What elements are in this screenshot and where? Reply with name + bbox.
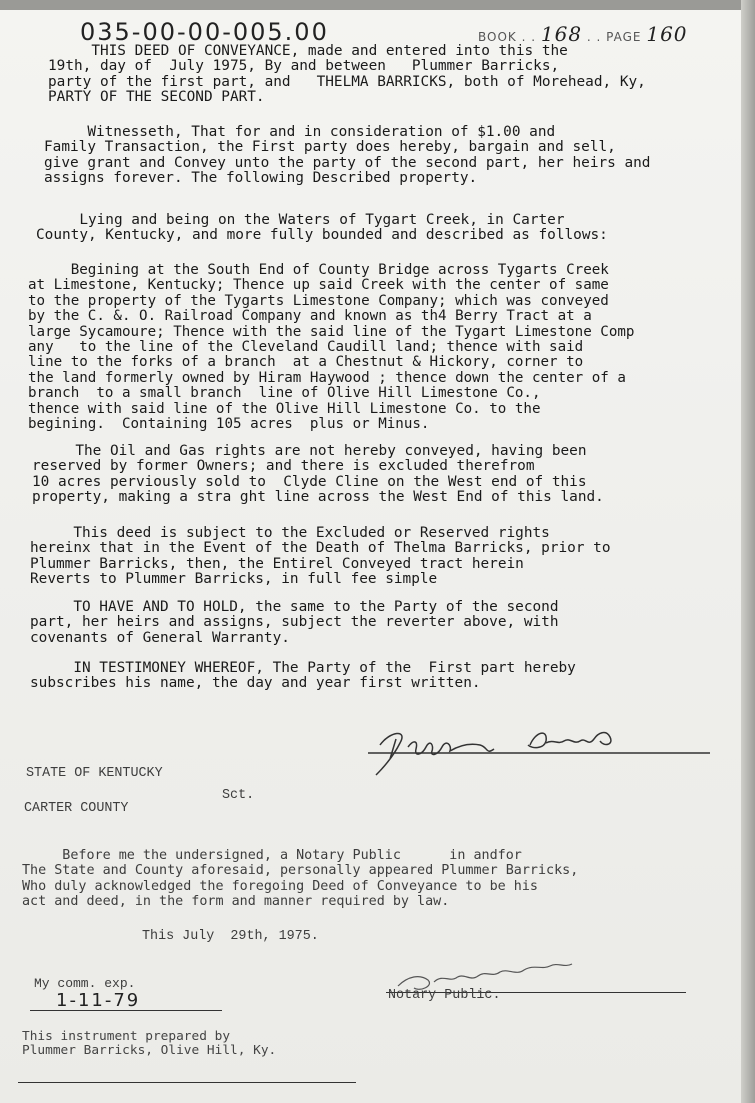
sct-mark: Sct. [222, 788, 255, 803]
deed-intro: THIS DEED OF CONVEYANCE, made and entered into this the 19th, day of July 1975, By and between Plummer Barricks, party of the first part, and THELMA BARRICKS, both of Morehead, Ky, PARTY OF THE SECOND PART. [48, 43, 646, 106]
prepared-by-underline [18, 1082, 356, 1083]
notary-public-label: Notary Public. [388, 988, 501, 1003]
commission-date: 1-11-79 [56, 990, 141, 1011]
oil-gas-paragraph: The Oil and Gas rights are not hereby conveyed, having been reserved by former Owners; and there is excluded therefrom 10 acres perviously sold to Clyde Cline on the West end of this property, making a stra ght line across the West End of this land. [32, 443, 604, 506]
page-number: 160 [646, 22, 688, 46]
witnesseth-paragraph: Witnesseth, That for and in consideration of $1.00 and Family Transaction, the First party does hereby, bargain and sell, give grant and Convey unto the party of the second part, her heirs and assigns forever. The following Described property. [44, 124, 651, 187]
scan-edge-top [0, 0, 755, 10]
grantor-signature [360, 715, 720, 785]
scan-edge-right [741, 0, 755, 1103]
book-number: 168 [540, 22, 583, 46]
prepared-by-note: This instrument prepared by Plummer Barricks, Olive Hill, Ky. [22, 1029, 277, 1058]
state-heading: STATE OF KENTUCKY [26, 766, 163, 781]
document-number: 035-00-00-005.00 [80, 18, 329, 46]
book-page-reference: BOOK . . 168 . . PAGE 160 [478, 22, 688, 46]
commission-underline [30, 1010, 222, 1011]
book-label: BOOK [478, 30, 517, 44]
location-paragraph: Lying and being on the Waters of Tygart Creek, in Carter County, Kentucky, and more fully bounded and described as follows: [36, 212, 608, 244]
habendum-paragraph: TO HAVE AND TO HOLD, the same to the Party of the second part, her heirs and assigns, subject the reverter above, with covenants of General Warranty. [30, 599, 559, 646]
reserved-rights-paragraph: This deed is subject to the Excluded or Reserved rights hereinx that in the Event of the Death of Thelma Barricks, prior to Plummer Barricks, then, the Entirel Conveyed tract herein Reverts to Plummer Barricks, in full fee simple [30, 525, 611, 588]
boundary-description: Begining at the South End of County Bridge across Tygarts Creek at Limestone, Kentucky; Thence up said Creek with the center of same to the property of the Tygarts Limestone Company; which was conveyed by the C. &. O. Railroad Company and known as th4 Berry Tract at a large Sycamoure; Thence with the said line of the Tygart Limestone Comp any to the line of the Cleveland Caudill land; thence with said line to the forks of a branch at a Chestnut & Hickory, corner to the land formerly owned by Hiram Haywood ; thence down the center of a branch to a small branch line of Olive Hill Limestone Co., thence with said line of the Olive Hill Limestone Co. to the begining. Containing 105 acres plus or Minus. [28, 262, 635, 433]
page-label: PAGE [606, 30, 642, 44]
county-heading: CARTER COUNTY [24, 801, 129, 816]
testimony-paragraph: IN TESTIMONEY WHEREOF, The Party of the First part hereby subscribes his name, the day and year first written. [30, 660, 576, 692]
acknowledgment-paragraph: Before me the undersigned, a Notary Public in andfor The State and County aforesaid, personally appeared Plummer Barricks, Who duly acknowledged the foregoing Deed of Conveyance to be his act and deed, in the form and manner required by law. [22, 848, 579, 910]
acknowledgment-date: This July 29th, 1975. [142, 929, 319, 944]
commission-label: My comm. exp. [34, 976, 136, 991]
